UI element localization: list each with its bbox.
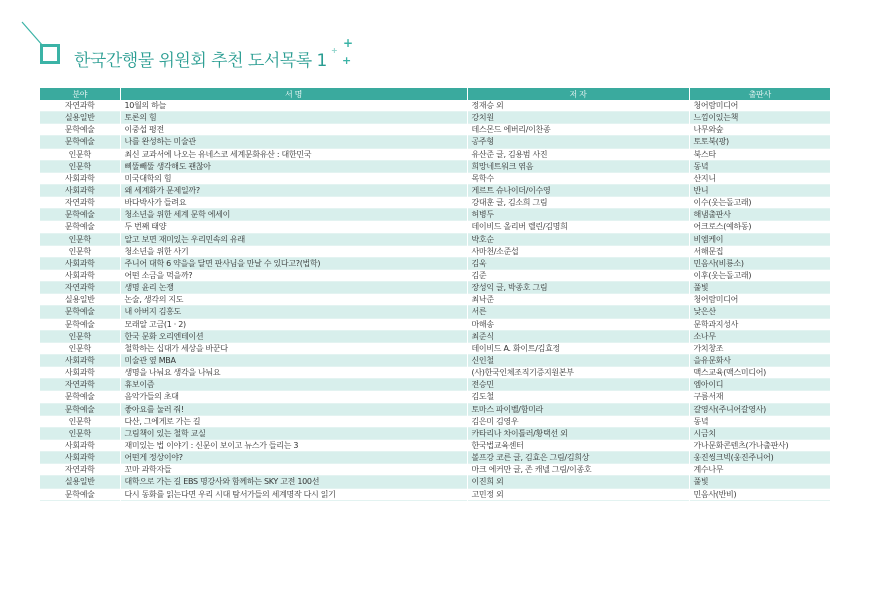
cell-title: 대학으로 가는 길 EBS 명강사와 함께하는 SKY 고전 100선 [120,476,467,488]
cell-author: 강대훈 글, 김소희 그림 [467,197,689,209]
cell-title: 삐뚤빼뚤 생각해도 괜찮아 [120,160,467,172]
cell-publisher: 웅진씽크빅(웅진주니어) [689,452,830,464]
cell-title: 모래알 고금(1 · 2) [120,318,467,330]
cell-category: 사회과학 [40,452,120,464]
cell-title: 이중섭 평전 [120,124,467,136]
cell-publisher: 이후(웃는돌고래) [689,269,830,281]
cell-category: 문학예술 [40,391,120,403]
book-list-table [40,88,830,501]
cell-author: 유산준 글, 김용범 사진 [467,148,689,160]
cell-author: 한국법교육센터 [467,439,689,451]
cell-title: 두 번째 태양 [120,221,467,233]
cell-author: 김욱 [467,257,689,269]
sparkle-plus-icon: + [342,54,352,67]
cell-publisher: 계수나무 [689,464,830,476]
table-row [40,294,830,306]
cell-publisher: 구름서재 [689,391,830,403]
cell-publisher: 가나문화콘텐츠(가나출판사) [689,439,830,451]
table-row [40,197,830,209]
cell-category: 사회과학 [40,354,120,366]
cell-category: 자연과학 [40,282,120,294]
cell-publisher: 어크로스(예하동) [689,221,830,233]
cell-category: 인문학 [40,330,120,342]
cell-author: 사마천/소준섭 [467,245,689,257]
cell-category: 문학예술 [40,221,120,233]
cell-author: 마크 에커만 글, 존 캐넬 그림/이종호 [467,464,689,476]
header-category: 분야 [40,88,120,100]
table-row [40,257,830,269]
cell-category: 실용일반 [40,294,120,306]
sparkle-plus-icon: + [343,36,354,50]
cell-publisher: 북스타 [689,148,830,160]
cell-category: 자연과학 [40,100,120,112]
table-row [40,306,830,318]
table-row [40,172,830,184]
cell-title: 어떤 소금을 먹을까? [120,269,467,281]
cell-author: 김도철 [467,391,689,403]
table-row [40,100,830,112]
cell-title: 다시 동화를 읽는다면 우리 시대 탐서가들의 세계명작 다시 읽기 [120,488,467,500]
cell-category: 인문학 [40,415,120,427]
header-title: 서 명 [120,88,467,100]
cell-title: 좋아요를 눌러 줘! [120,403,467,415]
cell-author: 데이비드 A. 화이트/김효정 [467,342,689,354]
header-author: 저 자 [467,88,689,100]
cell-author: 최준식 [467,330,689,342]
cell-publisher: 느낌이있는책 [689,112,830,124]
table-row [40,136,830,148]
table-row [40,488,830,500]
cell-publisher: 토토북(팡) [689,136,830,148]
page-title: 한국간행물 위원회 추천 도서목록 1 [74,51,327,71]
cell-title: 주니어 대학 6 약을을 달면 판사님을 만날 수 있다고?(법학) [120,257,467,269]
cell-title: 음악가들의 초대 [120,391,467,403]
cell-category: 사회과학 [40,269,120,281]
table-row [40,184,830,196]
table-row [40,476,830,488]
table-row [40,391,830,403]
cell-publisher: 반니 [689,184,830,196]
table-row [40,379,830,391]
table-row [40,233,830,245]
cell-author: 강치원 [467,112,689,124]
title-square-icon [40,44,60,64]
table-row [40,367,830,379]
cell-publisher: 맥스교육(맥스미디어) [689,367,830,379]
cell-category: 사회과학 [40,172,120,184]
cell-title: 10월의 하늘 [120,100,467,112]
table-row [40,403,830,415]
table-header-row [40,88,830,100]
cell-publisher: 산지니 [689,172,830,184]
cell-author: 카타리나 차이틀러/황택선 외 [467,427,689,439]
cell-author: 이진희 외 [467,476,689,488]
cell-category: 사회과학 [40,257,120,269]
table-row [40,318,830,330]
table-row [40,464,830,476]
cell-author: 장성익 글, 박종호 그림 [467,282,689,294]
cell-author: 희망네트워크 엮음 [467,160,689,172]
table-row [40,452,830,464]
cell-author: 김준 [467,269,689,281]
cell-title: 최신 교과서에 나오는 유네스코 세계문화유산 : 대한민국 [120,148,467,160]
cell-author: 정재승 외 [467,100,689,112]
cell-publisher: 풀빛 [689,282,830,294]
cell-title: 생명 윤리 논쟁 [120,282,467,294]
cell-title: 청소년을 위한 사기 [120,245,467,257]
cell-title: 생명을 나눠요 생각을 나눠요 [120,367,467,379]
cell-publisher: 동녘 [689,415,830,427]
header-publisher: 출판사 [689,88,830,100]
cell-author: 볼프강 코른 글, 김효은 그림/김희상 [467,452,689,464]
sparkle-plus-icon: + [331,46,338,55]
cell-category: 문학예술 [40,488,120,500]
cell-category: 문학예술 [40,124,120,136]
cell-author: 목학수 [467,172,689,184]
cell-publisher: 을유문화사 [689,354,830,366]
table-row [40,160,830,172]
cell-title: 그림책이 있는 철학 교실 [120,427,467,439]
table-row [40,330,830,342]
cell-category: 사회과학 [40,184,120,196]
cell-author: 허병두 [467,209,689,221]
cell-category: 실용일반 [40,476,120,488]
cell-publisher: 민음사(비룡소) [689,257,830,269]
cell-title: 바다박사가 들려요 [120,197,467,209]
cell-publisher: 동녘 [689,160,830,172]
cell-author: 마해송 [467,318,689,330]
cell-category: 인문학 [40,342,120,354]
cell-title: 미국대학의 힘 [120,172,467,184]
cell-publisher: 문학과지성사 [689,318,830,330]
cell-publisher: 서해문집 [689,245,830,257]
cell-author: 데이비드 올리버 렐린/김명희 [467,221,689,233]
cell-publisher: 청어람미디어 [689,100,830,112]
cell-category: 사회과학 [40,367,120,379]
cell-title: 휴보이즘 [120,379,467,391]
cell-category: 문학예술 [40,209,120,221]
cell-title: 왜 세계화가 문제일까? [120,184,467,196]
cell-author: 고민정 외 [467,488,689,500]
cell-publisher: 비엠케이 [689,233,830,245]
cell-title: 꼬마 과학자들 [120,464,467,476]
cell-publisher: 이수(웃는돌고래) [689,197,830,209]
table-row [40,148,830,160]
cell-category: 자연과학 [40,197,120,209]
table-row [40,245,830,257]
cell-category: 문학예술 [40,318,120,330]
cell-title: 토론의 힘 [120,112,467,124]
table-row [40,124,830,136]
cell-category: 실용일반 [40,112,120,124]
table-row [40,354,830,366]
cell-author: 게르트 슈나이더/이수영 [467,184,689,196]
cell-category: 인문학 [40,148,120,160]
table-row [40,269,830,281]
cell-category: 인문학 [40,160,120,172]
cell-author: 데스몬드 에버리/이찬종 [467,124,689,136]
cell-title: 다산, 그에게로 가는 길 [120,415,467,427]
cell-publisher: 시금치 [689,427,830,439]
cell-author: 공주형 [467,136,689,148]
table-row [40,342,830,354]
cell-publisher: 민음사(반비) [689,488,830,500]
cell-author: 전승민 [467,379,689,391]
cell-publisher: 낮은산 [689,306,830,318]
cell-category: 인문학 [40,233,120,245]
cell-publisher: 엠아이디 [689,379,830,391]
cell-category: 자연과학 [40,379,120,391]
cell-title: 알고 보면 재미있는 우리민속의 유래 [120,233,467,245]
cell-author: 최낙준 [467,294,689,306]
cell-title: 나를 완성하는 미술관 [120,136,467,148]
cell-author: (사)한국인체조직기증지원본부 [467,367,689,379]
cell-category: 사회과학 [40,439,120,451]
cell-title: 철학하는 십대가 세상을 바꾼다 [120,342,467,354]
cell-publisher: 가치창조 [689,342,830,354]
cell-title: 미술관 옆 MBA [120,354,467,366]
cell-category: 인문학 [40,245,120,257]
cell-publisher: 소나무 [689,330,830,342]
cell-title: 내 아버지 김홍도 [120,306,467,318]
cell-category: 인문학 [40,427,120,439]
cell-title: 한국 문화 오리엔테이션 [120,330,467,342]
table-row [40,221,830,233]
cell-title: 논술, 생각의 지도 [120,294,467,306]
cell-author: 김은미 김영우 [467,415,689,427]
cell-publisher: 해냄출판사 [689,209,830,221]
table-row [40,282,830,294]
table-row [40,209,830,221]
cell-title: 재미있는 법 이야기 : 신문이 보이고 뉴스가 들리는 3 [120,439,467,451]
cell-publisher: 나무와숲 [689,124,830,136]
cell-category: 문학예술 [40,136,120,148]
table-row [40,112,830,124]
cell-author: 박호순 [467,233,689,245]
cell-category: 문학예술 [40,306,120,318]
table-row [40,439,830,451]
cell-author: 신인철 [467,354,689,366]
cell-publisher: 풀빛 [689,476,830,488]
table-row [40,415,830,427]
table-row [40,427,830,439]
cell-title: 어떤게 정상이야? [120,452,467,464]
cell-publisher: 갈영사(주니어갈영사) [689,403,830,415]
cell-category: 문학예술 [40,403,120,415]
cell-title: 청소년을 위한 세계 문학 에세이 [120,209,467,221]
cell-author: 서른 [467,306,689,318]
cell-category: 자연과학 [40,464,120,476]
cell-author: 토마스 파이벨/함미라 [467,403,689,415]
cell-publisher: 청어람미디어 [689,294,830,306]
